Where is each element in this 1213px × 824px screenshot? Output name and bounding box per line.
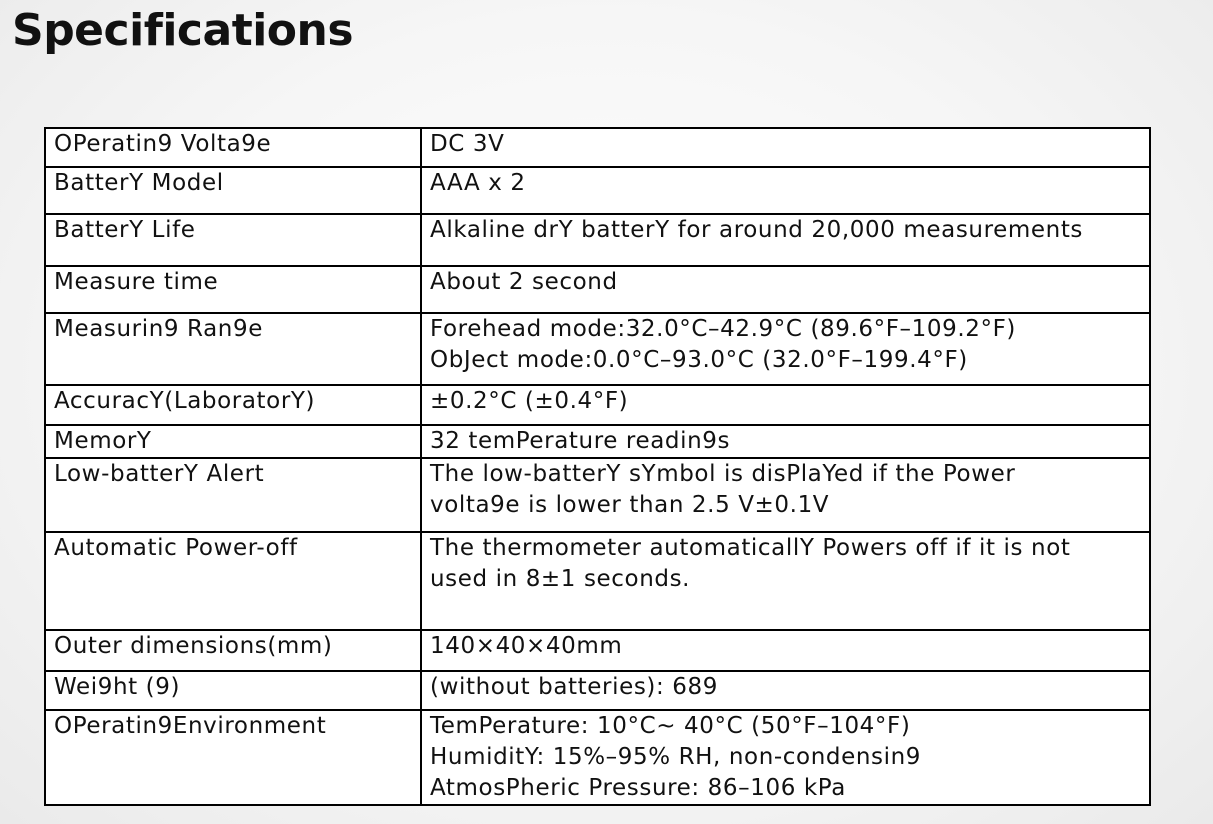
spec-label: OPeratin9 Volta9e <box>45 128 421 167</box>
spec-label: BatterY Model <box>45 167 421 214</box>
spec-value: Forehead mode:32.0°C–42.9°C (89.6°F–109.2°F) ObJect mode:0.0°C–93.0°C (32.0°F–199.4°F) <box>421 313 1150 385</box>
specifications-table <box>44 127 1151 806</box>
spec-label: Automatic Power-off <box>45 532 421 630</box>
table-row <box>45 532 1150 630</box>
spec-label: Measure time <box>45 266 421 313</box>
table-row <box>45 710 1150 805</box>
table-row <box>45 266 1150 313</box>
spec-label: AccuracY(LaboratorY) <box>45 385 421 425</box>
table-row <box>45 313 1150 385</box>
table-row <box>45 214 1150 266</box>
spec-value: TemPerature: 10°C~ 40°C (50°F–104°F) HumiditY: 15%–95% RH, non-condensin9 AtmosPheric Pressure: 86–106 kPa <box>421 710 1150 805</box>
spec-value: The thermometer automaticallY Powers off if it is not used in 8±1 seconds. <box>421 532 1150 630</box>
table-row <box>45 425 1150 458</box>
spec-value: ±0.2°C (±0.4°F) <box>421 385 1150 425</box>
spec-value: Alkaline drY batterY for around 20,000 measurements <box>421 214 1150 266</box>
table-row <box>45 671 1150 710</box>
spec-value: 32 temPerature readin9s <box>421 425 1150 458</box>
page-title: Specifications <box>12 5 354 56</box>
spec-label: Outer dimensions(mm) <box>45 630 421 671</box>
spec-value: AAA x 2 <box>421 167 1150 214</box>
table-row <box>45 458 1150 532</box>
table-row <box>45 167 1150 214</box>
spec-label: Wei9ht (9) <box>45 671 421 710</box>
spec-label: MemorY <box>45 425 421 458</box>
spec-value: 140×40×40mm <box>421 630 1150 671</box>
spec-value: DC 3V <box>421 128 1150 167</box>
spec-value: (without batteries): 689 <box>421 671 1150 710</box>
spec-value: The low-batterY sYmbol is disPlaYed if the Power volta9e is lower than 2.5 V±0.1V <box>421 458 1150 532</box>
table-row <box>45 128 1150 167</box>
spec-label: Measurin9 Ran9e <box>45 313 421 385</box>
spec-label: Low-batterY Alert <box>45 458 421 532</box>
spec-label: BatterY Life <box>45 214 421 266</box>
spec-label: OPeratin9Environment <box>45 710 421 805</box>
table-row <box>45 385 1150 425</box>
spec-value: About 2 second <box>421 266 1150 313</box>
table-row <box>45 630 1150 671</box>
